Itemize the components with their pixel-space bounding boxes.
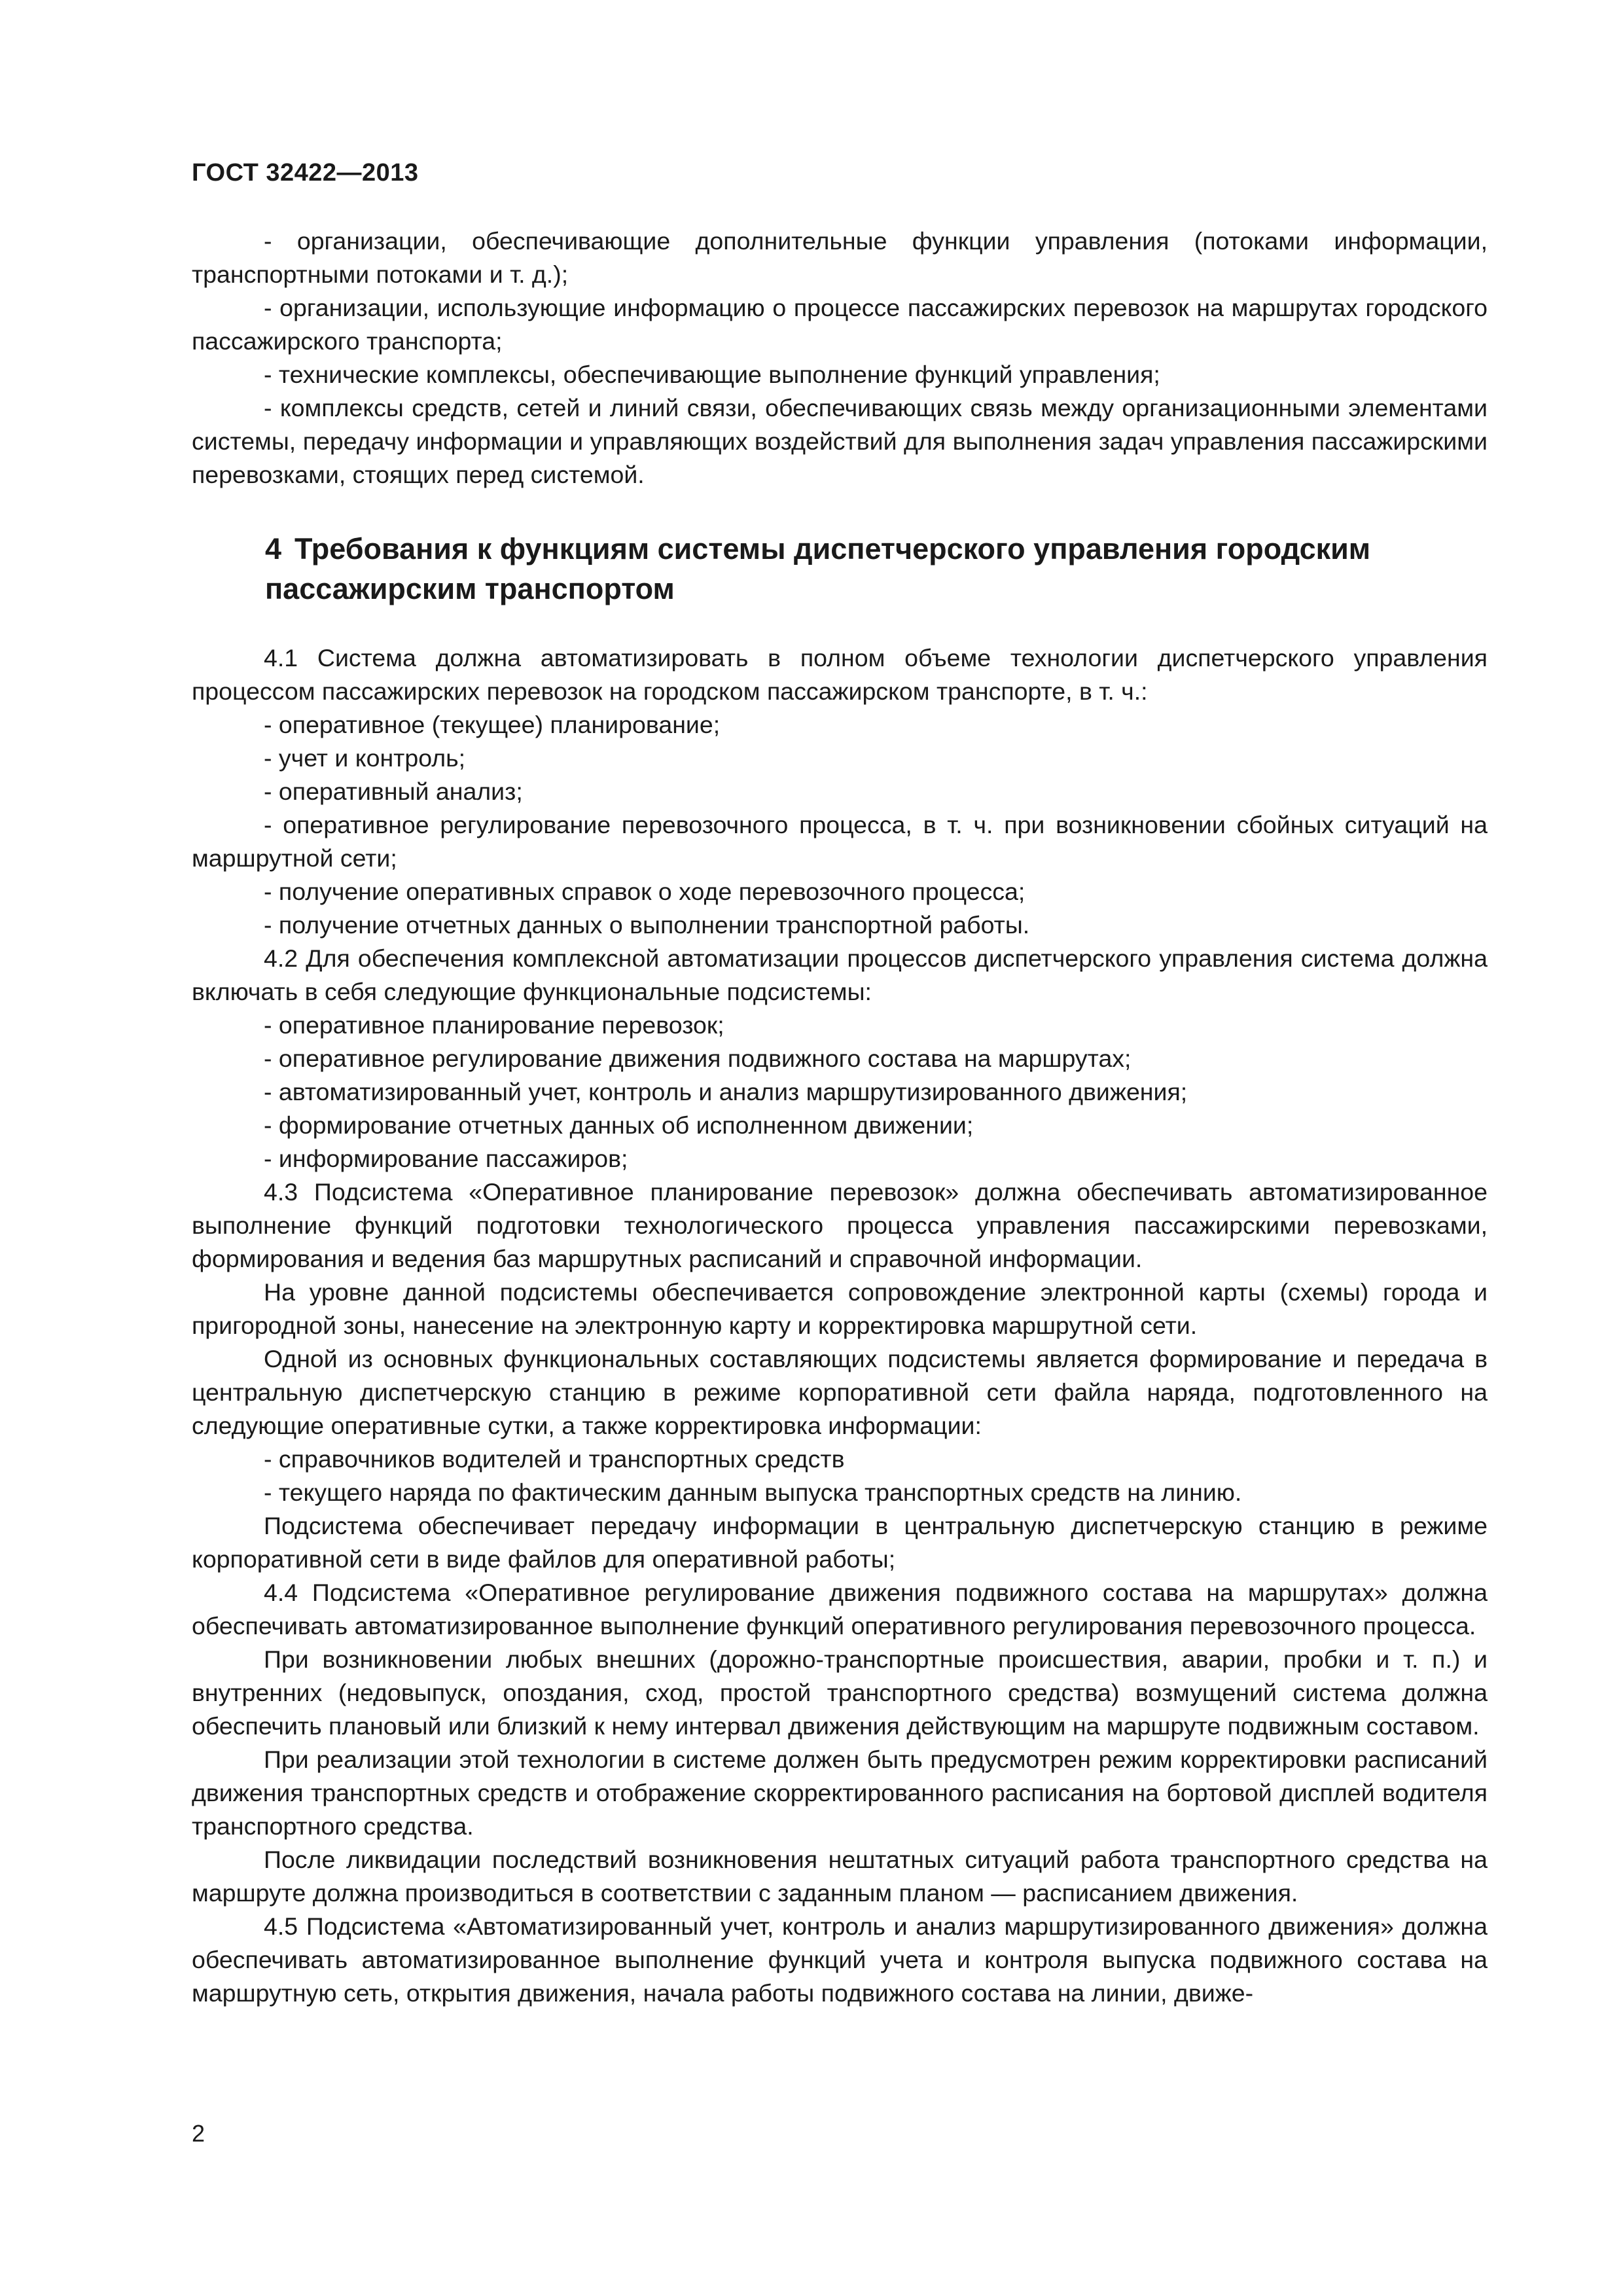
- list-item: - оперативное (текущее) планирование;: [264, 711, 721, 738]
- section-heading: [265, 529, 1488, 609]
- list-item: - организации, использующие информацию о процессе пассажирских перевозок на маршрутах городского пассажирского транспорта;: [192, 294, 1488, 355]
- list-item: - технические комплексы, обеспечивающие выполнение функций управления;: [264, 361, 1160, 388]
- paragraph: После ликвидации последствий возникновения нештатных ситуаций работа транспортного средства на маршруте должна производиться в соответствии с заданным планом — расписанием движения.: [192, 1846, 1488, 1907]
- list-item: - учет и контроль;: [264, 744, 466, 772]
- paragraph: 4.4 Подсистема «Оперативное регулирование движения подвижного состава на маршрутах» должна обеспечивать автоматизированное выполнение функций оперативного регулирования перевозочного процесса.: [192, 1579, 1488, 1640]
- paragraph: При реализации этой технологии в системе должен быть предусмотрен режим корректировки расписаний движения транспортных средств и отображение скорректированного расписания на бортовой дисплей водителя транспортного средства.: [192, 1746, 1488, 1840]
- list-item: - справочников водителей и транспортных средств: [264, 1445, 845, 1473]
- list-item: - комплексы средств, сетей и линий связи, обеспечивающих связь между организационными элементами системы, передачу информации и управляющих воздействий для выполнения задач управления пассажирскими перевозками, стоящих перед системой.: [192, 394, 1488, 488]
- list-item: - получение оперативных справок о ходе перевозочного процесса;: [264, 878, 1026, 905]
- list-item: - организации, обеспечивающие дополнительные функции управления (потоками информации, транспортными потоками и т. д.);: [192, 227, 1488, 288]
- list-item: - информирование пассажиров;: [264, 1145, 628, 1172]
- document-header: ГОСТ 32422—2013: [192, 159, 419, 187]
- list-item: - формирование отчетных данных об исполненном движении;: [264, 1111, 974, 1139]
- list-item: - оперативное регулирование перевозочного процесса, в т. ч. при возникновении сбойных ситуаций на маршрутной сети;: [192, 811, 1488, 872]
- section-number: 4: [265, 532, 282, 565]
- paragraph: Одной из основных функциональных составляющих подсистемы является формирование и передача в центральную диспетчерскую станцию в режиме корпоративной сети файла наряда, подготовленного на следующие оперативные сутки, а также корректировка информации:: [192, 1345, 1488, 1439]
- paragraph: 4.1 Система должна автоматизировать в полном объеме технологии диспетчерского управления процессом пассажирских перевозок на городском пассажирском транспорте, в т. ч.:: [192, 644, 1488, 705]
- list-item: - оперативное планирование перевозок;: [264, 1011, 724, 1039]
- list-item: - оперативное регулирование движения подвижного состава на маршрутах;: [264, 1045, 1132, 1072]
- paragraph: На уровне данной подсистемы обеспечивается сопровождение электронной карты (схемы) города и пригородной зоны, нанесение на электронную карту и корректировка маршрутной сети.: [192, 1278, 1488, 1339]
- list-item: - получение отчетных данных о выполнении транспортной работы.: [264, 911, 1030, 939]
- list-item: - текущего наряда по фактическим данным выпуска транспортных средств на линию.: [264, 1479, 1242, 1506]
- document-body: [192, 224, 1488, 2010]
- paragraph: 4.3 Подсистема «Оперативное планирование перевозок» должна обеспечивать автоматизированное выполнение функций подготовки технологического процесса управления пассажирскими перевозками, формирования и ведения баз маршрутных расписаний и справочной информации.: [192, 1178, 1488, 1272]
- list-item: - оперативный анализ;: [264, 778, 523, 805]
- paragraph: При возникновении любых внешних (дорожно-транспортные происшествия, аварии, пробки и т. п.) и внутренних (недовыпуск, опоздания, сход, простой транспортного средства) возмущений система должна обеспечить плановый или близкий к нему интервал движения действующим на маршруте подвижным составом.: [192, 1645, 1488, 1740]
- paragraph: Подсистема обеспечивает передачу информации в центральную диспетчерскую станцию в режиме корпоративной сети в виде файлов для оперативной работы;: [192, 1512, 1488, 1573]
- section-title: Требования к функциям системы диспетчерского управления городским пассажирским транспортом: [265, 532, 1371, 605]
- list-item: - автоматизированный учет, контроль и анализ маршрутизированного движения;: [264, 1078, 1188, 1105]
- page-number: 2: [192, 2120, 205, 2147]
- paragraph: 4.2 Для обеспечения комплексной автоматизации процессов диспетчерского управления система должна включать в себя следующие функциональные подсистемы:: [192, 944, 1488, 1005]
- paragraph: 4.5 Подсистема «Автоматизированный учет, контроль и анализ маршрутизированного движения» должна обеспечивать автоматизированное выполнение функций учета и контроля выпуска подвижного состава на маршрутную сеть, открытия движения, начала работы подвижного состава на линии, движе-: [192, 1912, 1488, 2007]
